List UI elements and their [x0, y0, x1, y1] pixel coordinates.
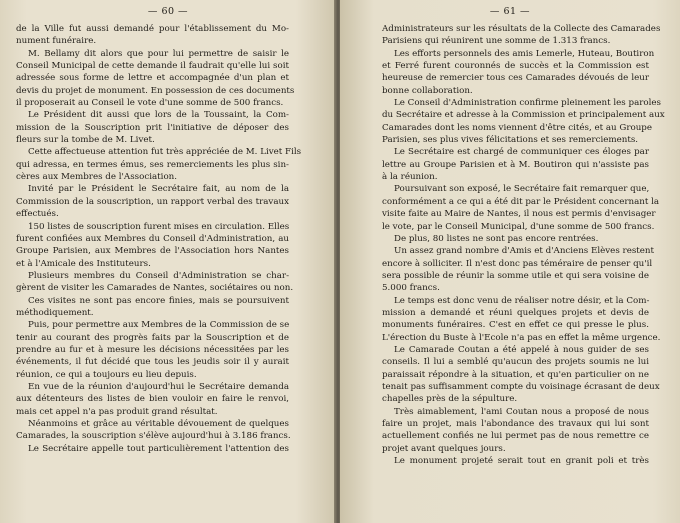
text-line: nument funéraire.: [16, 36, 97, 47]
text-line: Néanmoins et grâce au véritable dévouement de quelques: [28, 419, 289, 429]
text-line: heureuse de remercier tous ces Camarades dévoués de leur: [382, 73, 649, 84]
text-line: Le temps est donc venu de réaliser notre désir, et la Com-: [394, 295, 650, 306]
text-line: méthodiquement.: [16, 307, 94, 318]
text-line: événements, il fut décidé que tous les jeudis soir il y aurait: [16, 357, 289, 368]
text-line: effectués.: [16, 209, 59, 220]
page-text: [16, 23, 302, 455]
text-line: 150 listes de souscription furent mises en circulation. Elles: [28, 221, 290, 232]
text-line: Très aimablement, l'ami Coutan nous a proposé de nous: [394, 406, 649, 417]
text-line: tenir au courant des progrès faits par la Souscription et de: [16, 332, 289, 343]
text-line: mais cet appel n'a pas produit grand résultat.: [16, 406, 218, 417]
text-line: Administrateurs sur les résultats de la Collecte des Camarades: [382, 24, 661, 34]
right-page: [340, 0, 680, 523]
text-line: tenait pas suffisamment compte du voisinage écrasant de deux: [382, 381, 660, 392]
text-line: encore à solliciter. Il n'est donc pas téméraire de penser qu'il: [382, 258, 653, 269]
text-line: Le Secrétaire appelle tout particulièrement l'attention des: [28, 443, 289, 454]
text-line: projet avant quelques jours.: [382, 443, 506, 454]
text-line: lettre au Groupe Parisien et à M. Boutiron qui n'assiste pas: [382, 159, 649, 170]
text-line: actuellement confiés ne lui permet pas de nous remettre ce: [382, 431, 649, 442]
text-line: Les efforts personnels des amis Lemerle, Huteau, Boutiron: [394, 48, 655, 59]
text-line: le vote, par le Conseil Municipal, d'une somme de 500 francs.: [382, 221, 655, 232]
text-line: Parisien, ses plus vives félicitations et ses remerciements.: [382, 135, 639, 146]
text-line: qui adressa, en termes émus, ses remerciements les plus sin-: [16, 159, 289, 170]
text-line: réunion, ce qui a toujours eu lieu depuis.: [16, 369, 197, 380]
text-line: et à l'Amicale des Instituteurs.: [16, 258, 151, 269]
text-line: visite faite au Maire de Nantes, il nous est permis d'envisager: [382, 209, 656, 220]
text-line: il proposerait au Conseil le vote d'une somme de 500 francs.: [16, 98, 284, 109]
text-line: Le monument projeté serait tout en granit poli et très: [394, 456, 649, 467]
text-line: 5.000 francs.: [382, 283, 440, 294]
text-line: conseils. Il lui a semblé qu'aucun des projets soumis ne lui: [382, 357, 649, 368]
text-line: furent confiées aux Membres du Conseil d'Administration, au: [16, 233, 289, 244]
text-line: Invité par le Président le Secrétaire fait, au nom de la: [28, 184, 289, 195]
text-line: Ces visites ne sont pas encore finies, mais se poursuivent: [28, 295, 289, 306]
text-line: Puis, pour permettre aux Membres de la Commission de se: [28, 320, 290, 331]
text-line: Commission de la souscription, un rapport verbal des travaux: [16, 196, 289, 207]
page-text: [382, 23, 665, 467]
text-line: Le Président dit aussi que lors de la Toussaint, la Com-: [28, 110, 289, 121]
text-line: adressée sous forme de lettre et accompagnée d'un plan et: [16, 73, 289, 84]
text-line: sera possible de réunir la somme utile et qui sera voisine de: [382, 270, 649, 281]
text-line: mission a demandé et réuni quelques projets et devis de: [382, 307, 649, 318]
text-line: bonne collaboration.: [382, 85, 473, 96]
text-line: M. Bellamy dit alors que pour lui permettre de saisir le: [28, 48, 289, 59]
text-line: Camarades dont les noms viennent d'être cités, et au Groupe: [382, 122, 653, 133]
text-line: du Secrétaire et adresse à la Commission et principalement aux: [382, 110, 665, 121]
text-line: Camarades, la souscription s'élève aujourd'hui à 3.186 francs.: [16, 431, 291, 442]
text-line: gèrent de visiter les Camarades de Nantes, sociétaires ou non.: [16, 283, 294, 294]
text-line: cères aux Membres de l'Association.: [16, 172, 178, 183]
text-line: prendre au fur et à mesure les décisions nécessitées par les: [16, 344, 289, 355]
text-line: Un assez grand nombre d'Amis et d'Anciens Elèves restent: [394, 246, 655, 257]
text-line: à la réunion.: [382, 172, 438, 183]
text-line: de la Ville fut aussi demandé pour l'établissement du Mo-: [16, 24, 289, 34]
text-line: En vue de la réunion d'aujourd'hui le Secrétaire demanda: [28, 381, 289, 392]
text-line: mission de la Souscription prit l'initiative de déposer des: [16, 122, 289, 133]
page-number: — 60 —: [147, 6, 189, 17]
text-line: Conseil Municipal de cette demande il faudrait qu'elle lui soit: [16, 61, 289, 72]
text-line: devis du projet de monument. En possession de ces documents: [16, 85, 295, 96]
text-line: monuments funéraires. C'est en effet ce qui presse le plus.: [382, 320, 649, 331]
text-line: et Ferré furent couronnés de succès et la Commission est: [382, 61, 649, 72]
text-line: Le Secrétaire est chargé de communiquer ces éloges par: [394, 147, 649, 158]
text-line: L'érection du Buste à l'Ecole n'a pas en effet la même urgence.: [382, 332, 661, 343]
text-line: Groupe Parisien, aux Membres de l'Association hors Nantes: [16, 246, 289, 257]
text-line: paraissait répondre à la situation, et qu'en particulier on ne: [382, 369, 649, 380]
text-line: Poursuivant son exposé, le Secrétaire fait remarquer que,: [394, 184, 650, 195]
text-line: aux détenteurs des listes de bien vouloir en faire le renvoi,: [16, 394, 289, 405]
text-line: Le Camarade Coutan a été appelé à nous guider de ses: [394, 344, 649, 355]
text-line: fleurs sur la tombe de M. Livet.: [16, 135, 155, 146]
text-line: conformément a ce qui a été dit par le Président concernant la: [382, 196, 660, 207]
text-line: faire un projet, mais l'abondance des travaux qui lui sont: [382, 419, 649, 429]
text-line: Cette affectueuse attention fut très appréciée de M. Livet Fils: [28, 147, 302, 158]
text-line: Le Conseil d'Administration confirme pleinement les paroles: [394, 98, 662, 109]
left-page: [0, 0, 336, 523]
text-line: De plus, 80 listes ne sont pas encore rentrées.: [394, 233, 599, 244]
text-line: chapelles près de la sépulture.: [382, 394, 518, 405]
text-line: Parisiens qui réunirent une somme de 1.313 francs.: [382, 36, 611, 47]
page-number: — 61 —: [489, 6, 531, 17]
text-line: Plusieurs membres du Conseil d'Administration se char-: [28, 270, 289, 281]
